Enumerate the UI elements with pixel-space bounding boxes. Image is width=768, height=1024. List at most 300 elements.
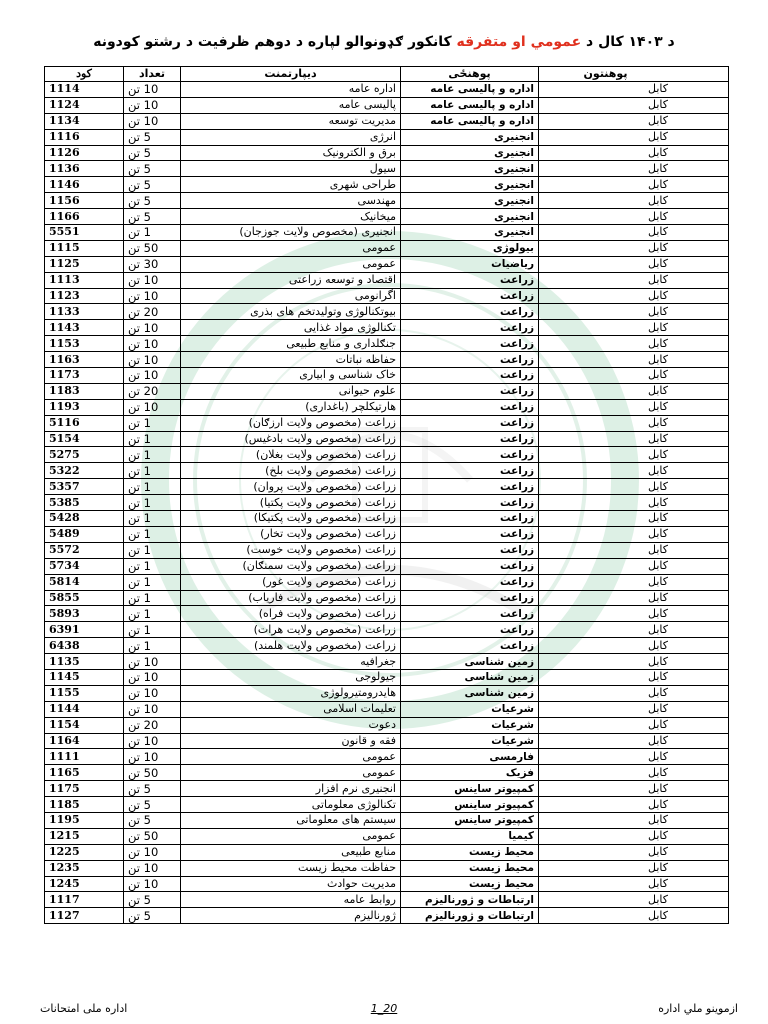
cell-department: زراعت (مخصوص ولایت فاریاب) — [181, 590, 401, 606]
cell-university: کابل — [539, 511, 729, 527]
cell-faculty: محیط زیست — [401, 876, 539, 892]
cell-code: 1165 — [45, 765, 124, 781]
cell-count: 1 تن — [124, 526, 181, 542]
cell-faculty: زراعت — [401, 383, 539, 399]
cell-university: کابل — [539, 240, 729, 256]
cell-code: 1145 — [45, 669, 124, 685]
cell-department: حفاظت محیط زیست — [181, 860, 401, 876]
cell-department: جنګلداری و منابع طبیعی — [181, 336, 401, 352]
cell-count: 20 تن — [124, 383, 181, 399]
cell-count: 20 تن — [124, 304, 181, 320]
cell-code: 1144 — [45, 701, 124, 717]
cell-count: 1 تن — [124, 558, 181, 574]
cell-department: تعلیمات اسلامی — [181, 701, 401, 717]
cell-department: زراعت (مخصوص ولایت تخار) — [181, 526, 401, 542]
cell-department: عمومی — [181, 240, 401, 256]
cell-university: کابل — [539, 272, 729, 288]
table-row — [45, 256, 729, 272]
table-row — [45, 383, 729, 399]
table-row — [45, 622, 729, 638]
cell-department: جیولوجی — [181, 669, 401, 685]
cell-code: 1155 — [45, 685, 124, 701]
cell-code: 1153 — [45, 336, 124, 352]
cell-university: کابل — [539, 352, 729, 368]
cell-faculty: زراعت — [401, 431, 539, 447]
table-row — [45, 526, 729, 542]
cell-faculty: کمپیوتر ساینس — [401, 781, 539, 797]
cell-code: 5322 — [45, 463, 124, 479]
cell-count: 5 تن — [124, 145, 181, 161]
cell-department: تکنالوژی مواد غذایی — [181, 320, 401, 336]
cell-code: 1116 — [45, 129, 124, 145]
table-row — [45, 431, 729, 447]
cell-count: 1 تن — [124, 638, 181, 654]
cell-faculty: شرعیات — [401, 733, 539, 749]
table-row — [45, 161, 729, 177]
table-row — [45, 892, 729, 908]
cell-code: 1117 — [45, 892, 124, 908]
cell-faculty: انجنیری — [401, 193, 539, 209]
cell-code: 1111 — [45, 749, 124, 765]
cell-university: کابل — [539, 177, 729, 193]
cell-university: کابل — [539, 701, 729, 717]
cell-faculty: کمپیوتر ساینس — [401, 797, 539, 813]
cell-count: 1 تن — [124, 447, 181, 463]
cell-university: کابل — [539, 860, 729, 876]
page-title: د ۱۴۰۳ کال د عمومي او متفرقه کانکور ګډونوالو لپاره د دوهم ظرفیت د رشتو کودونه — [93, 34, 675, 50]
cell-department: اقتصاد و توسعه زراعتی — [181, 272, 401, 288]
cell-code: 1154 — [45, 717, 124, 733]
cell-faculty: ریاضیات — [401, 256, 539, 272]
cell-code: 5275 — [45, 447, 124, 463]
table-row — [45, 590, 729, 606]
table-row — [45, 844, 729, 860]
cell-department: هایدرومتیرولوژی — [181, 685, 401, 701]
cell-count: 10 تن — [124, 669, 181, 685]
cell-faculty: زراعت — [401, 479, 539, 495]
header-department: دیپارتمنت — [181, 67, 401, 82]
cell-code: 1127 — [45, 908, 124, 924]
table-row — [45, 82, 729, 98]
cell-faculty: زراعت — [401, 574, 539, 590]
cell-count: 5 تن — [124, 129, 181, 145]
cell-department: انجنیری نرم افزار — [181, 781, 401, 797]
cell-university: کابل — [539, 606, 729, 622]
cell-count: 5 تن — [124, 892, 181, 908]
cell-faculty: بیولوژی — [401, 240, 539, 256]
cell-faculty: محیط زیست — [401, 860, 539, 876]
cell-university: کابل — [539, 812, 729, 828]
table-row — [45, 749, 729, 765]
cell-count: 5 تن — [124, 209, 181, 225]
cell-count: 10 تن — [124, 97, 181, 113]
cell-code: 1113 — [45, 272, 124, 288]
cell-department: علوم حیوانی — [181, 383, 401, 399]
table-row — [45, 463, 729, 479]
cell-code: 1136 — [45, 161, 124, 177]
cell-code: 5385 — [45, 495, 124, 511]
cell-code: 1175 — [45, 781, 124, 797]
header-faculty: پوهنځی — [401, 67, 539, 82]
cell-university: کابل — [539, 892, 729, 908]
cell-university: کابل — [539, 685, 729, 701]
cell-code: 5572 — [45, 542, 124, 558]
cell-faculty: شرعیات — [401, 701, 539, 717]
cell-faculty: انجنیری — [401, 145, 539, 161]
cell-count: 10 تن — [124, 272, 181, 288]
cell-university: کابل — [539, 209, 729, 225]
cell-university: کابل — [539, 765, 729, 781]
cell-code: 5116 — [45, 415, 124, 431]
cell-code: 5893 — [45, 606, 124, 622]
cell-code: 5551 — [45, 225, 124, 241]
cell-university: کابل — [539, 828, 729, 844]
cell-count: 10 تن — [124, 113, 181, 129]
cell-count: 5 تن — [124, 177, 181, 193]
cell-code: 1195 — [45, 812, 124, 828]
cell-university: کابل — [539, 876, 729, 892]
cell-count: 10 تن — [124, 701, 181, 717]
page-number: 1_20 — [370, 1002, 398, 1015]
cell-code: 1126 — [45, 145, 124, 161]
cell-count: 10 تن — [124, 352, 181, 368]
table-row — [45, 288, 729, 304]
cell-faculty: زراعت — [401, 320, 539, 336]
cell-count: 1 تن — [124, 415, 181, 431]
cell-code: 1166 — [45, 209, 124, 225]
table-row — [45, 860, 729, 876]
cell-university: کابل — [539, 558, 729, 574]
cell-code: 1245 — [45, 876, 124, 892]
cell-code: 5814 — [45, 574, 124, 590]
footer-right-text: ازموینو ملي اداره — [658, 1002, 738, 1015]
cell-count: 10 تن — [124, 288, 181, 304]
cell-faculty: زراعت — [401, 288, 539, 304]
cell-count: 1 تن — [124, 463, 181, 479]
cell-code: 1183 — [45, 383, 124, 399]
cell-faculty: زراعت — [401, 304, 539, 320]
cell-code: 1123 — [45, 288, 124, 304]
cell-count: 10 تن — [124, 399, 181, 415]
cell-count: 20 تن — [124, 717, 181, 733]
cell-department: ژورنالیزم — [181, 908, 401, 924]
cell-university: کابل — [539, 590, 729, 606]
cell-count: 1 تن — [124, 225, 181, 241]
cell-faculty: زراعت — [401, 526, 539, 542]
table-row — [45, 368, 729, 384]
cell-count: 5 تن — [124, 161, 181, 177]
table-row — [45, 352, 729, 368]
cell-count: 10 تن — [124, 860, 181, 876]
cell-university: کابل — [539, 495, 729, 511]
cell-department: انرژی — [181, 129, 401, 145]
cell-code: 1135 — [45, 654, 124, 670]
cell-university: کابل — [539, 336, 729, 352]
cell-department: مدیریت توسعه — [181, 113, 401, 129]
cell-university: کابل — [539, 82, 729, 98]
cell-count: 10 تن — [124, 685, 181, 701]
cell-faculty: اداره و پالیسی عامه — [401, 113, 539, 129]
cell-code: 1235 — [45, 860, 124, 876]
cell-count: 50 تن — [124, 240, 181, 256]
table-row — [45, 765, 729, 781]
cell-count: 5 تن — [124, 812, 181, 828]
cell-faculty: فارمسی — [401, 749, 539, 765]
cell-university: کابل — [539, 415, 729, 431]
cell-university: کابل — [539, 749, 729, 765]
cell-faculty: زراعت — [401, 415, 539, 431]
table-row — [45, 558, 729, 574]
cell-faculty: انجنیری — [401, 129, 539, 145]
cell-faculty: زراعت — [401, 447, 539, 463]
table-header-row — [45, 67, 729, 82]
table-row — [45, 399, 729, 415]
page-footer — [0, 1002, 768, 1018]
cell-code: 1164 — [45, 733, 124, 749]
cell-university: کابل — [539, 145, 729, 161]
table-row — [45, 511, 729, 527]
cell-count: 10 تن — [124, 844, 181, 860]
table-row — [45, 606, 729, 622]
cell-department: عمومی — [181, 749, 401, 765]
cell-department: زراعت (مخصوص ولایت غور) — [181, 574, 401, 590]
cell-count: 10 تن — [124, 749, 181, 765]
cell-code: 5428 — [45, 511, 124, 527]
cell-department: زراعت (مخصوص ولایت بغلان) — [181, 447, 401, 463]
cell-department: روابط عامه — [181, 892, 401, 908]
cell-university: کابل — [539, 463, 729, 479]
cell-count: 10 تن — [124, 82, 181, 98]
cell-university: کابل — [539, 320, 729, 336]
cell-university: کابل — [539, 781, 729, 797]
cell-department: زراعت (مخصوص ولایت ارزګان) — [181, 415, 401, 431]
table-row — [45, 574, 729, 590]
cell-count: 1 تن — [124, 590, 181, 606]
table-row — [45, 113, 729, 129]
cell-count: 1 تن — [124, 542, 181, 558]
table-row — [45, 812, 729, 828]
cell-faculty: اداره و پالیسی عامه — [401, 97, 539, 113]
cell-faculty: زمین شناسی — [401, 669, 539, 685]
cell-faculty: زمین شناسی — [401, 654, 539, 670]
cell-faculty: زراعت — [401, 352, 539, 368]
cell-university: کابل — [539, 574, 729, 590]
cell-department: جغرافیه — [181, 654, 401, 670]
cell-count: 1 تن — [124, 622, 181, 638]
cell-faculty: زراعت — [401, 622, 539, 638]
cell-university: کابل — [539, 97, 729, 113]
cell-count: 1 تن — [124, 574, 181, 590]
cell-department: زراعت (مخصوص ولایت سمنګان) — [181, 558, 401, 574]
cell-department: زراعت (مخصوص ولایت فراه) — [181, 606, 401, 622]
cell-department: عمومی — [181, 828, 401, 844]
cell-count: 50 تن — [124, 828, 181, 844]
cell-code: 1173 — [45, 368, 124, 384]
cell-university: کابل — [539, 654, 729, 670]
cell-faculty: شرعیات — [401, 717, 539, 733]
cell-code: 1115 — [45, 240, 124, 256]
table-row — [45, 669, 729, 685]
table-row — [45, 209, 729, 225]
cell-department: زراعت (مخصوص ولایت پکتیا) — [181, 495, 401, 511]
cell-department: فقه و قانون — [181, 733, 401, 749]
table-row — [45, 177, 729, 193]
cell-faculty: ارتباطات و ژورنالیزم — [401, 892, 539, 908]
cell-code: 5734 — [45, 558, 124, 574]
cell-university: کابل — [539, 193, 729, 209]
header-count: تعداد — [124, 67, 181, 82]
table-row — [45, 225, 729, 241]
table-row — [45, 638, 729, 654]
cell-department: سیول — [181, 161, 401, 177]
cell-faculty: زراعت — [401, 399, 539, 415]
cell-code: 1225 — [45, 844, 124, 860]
table-row — [45, 304, 729, 320]
cell-count: 5 تن — [124, 797, 181, 813]
cell-department: زراعت (مخصوص ولایت هرات) — [181, 622, 401, 638]
cell-faculty: انجنیری — [401, 225, 539, 241]
cell-university: کابل — [539, 733, 729, 749]
cell-department: عمومی — [181, 765, 401, 781]
table-row — [45, 908, 729, 924]
cell-faculty: زراعت — [401, 463, 539, 479]
table-row — [45, 876, 729, 892]
cell-university: کابل — [539, 368, 729, 384]
cell-university: کابل — [539, 431, 729, 447]
cell-count: 10 تن — [124, 368, 181, 384]
cell-faculty: زراعت — [401, 590, 539, 606]
cell-department: عمومی — [181, 256, 401, 272]
cell-count: 10 تن — [124, 320, 181, 336]
cell-count: 30 تن — [124, 256, 181, 272]
cell-department: مهندسی — [181, 193, 401, 209]
cell-department: اداره عامه — [181, 82, 401, 98]
table-row — [45, 701, 729, 717]
cell-department: اگرانومی — [181, 288, 401, 304]
table-row — [45, 193, 729, 209]
cell-faculty: زراعت — [401, 336, 539, 352]
cell-university: کابل — [539, 526, 729, 542]
cell-department: تکنالوژی معلوماتی — [181, 797, 401, 813]
cell-university: کابل — [539, 479, 729, 495]
cell-department: طراحی شهری — [181, 177, 401, 193]
cell-count: 1 تن — [124, 511, 181, 527]
cell-code: 6438 — [45, 638, 124, 654]
cell-count: 5 تن — [124, 193, 181, 209]
cell-faculty: انجنیری — [401, 177, 539, 193]
cell-code: 1146 — [45, 177, 124, 193]
cell-code: 6391 — [45, 622, 124, 638]
table-row — [45, 336, 729, 352]
cell-code: 1125 — [45, 256, 124, 272]
cell-university: کابل — [539, 844, 729, 860]
table-row — [45, 272, 729, 288]
title-highlight: عمومي او متفرقه — [456, 34, 582, 50]
cell-count: 1 تن — [124, 606, 181, 622]
cell-faculty: فزیک — [401, 765, 539, 781]
footer-left-text: اداره ملی امتحانات — [40, 1002, 128, 1015]
cell-faculty: زراعت — [401, 638, 539, 654]
cell-count: 5 تن — [124, 781, 181, 797]
cell-department: زراعت (مخصوص ولایت بلخ) — [181, 463, 401, 479]
cell-faculty: زراعت — [401, 558, 539, 574]
cell-faculty: ارتباطات و ژورنالیزم — [401, 908, 539, 924]
cell-university: کابل — [539, 256, 729, 272]
table-row — [45, 542, 729, 558]
header-code: کود — [45, 67, 124, 82]
cell-faculty: زراعت — [401, 606, 539, 622]
cell-department: سیستم های معلوماتی — [181, 812, 401, 828]
cell-faculty: زراعت — [401, 495, 539, 511]
cell-code: 1193 — [45, 399, 124, 415]
cell-department: هارتیکلچر (باغداری) — [181, 399, 401, 415]
cell-faculty: زراعت — [401, 511, 539, 527]
cell-department: زراعت (مخصوص ولایت بادغیس) — [181, 431, 401, 447]
cell-university: کابل — [539, 225, 729, 241]
table-row — [45, 797, 729, 813]
cell-department: برق و الکترونیک — [181, 145, 401, 161]
cell-code: 1163 — [45, 352, 124, 368]
cell-university: کابل — [539, 288, 729, 304]
table-row — [45, 447, 729, 463]
cell-department: پالیسی عامه — [181, 97, 401, 113]
table-row — [45, 145, 729, 161]
header-university: پوهنتون — [539, 67, 729, 82]
cell-university: کابل — [539, 161, 729, 177]
cell-code: 5357 — [45, 479, 124, 495]
cell-faculty: کمپیوتر ساینس — [401, 812, 539, 828]
cell-count: 1 تن — [124, 431, 181, 447]
cell-university: کابل — [539, 383, 729, 399]
cell-university: کابل — [539, 797, 729, 813]
cell-code: 1114 — [45, 82, 124, 98]
cell-faculty: انجنیری — [401, 161, 539, 177]
cell-count: 10 تن — [124, 654, 181, 670]
cell-count: 10 تن — [124, 733, 181, 749]
capacity-codes-table — [44, 66, 729, 924]
cell-code: 1143 — [45, 320, 124, 336]
cell-department: خاک شناسی و ابیاری — [181, 368, 401, 384]
cell-faculty: زراعت — [401, 272, 539, 288]
cell-faculty: انجنیری — [401, 209, 539, 225]
cell-faculty: زراعت — [401, 542, 539, 558]
cell-department: زراعت (مخصوص ولایت پروان) — [181, 479, 401, 495]
cell-department: زراعت (مخصوص ولایت خوست) — [181, 542, 401, 558]
cell-department: حفاظه نباتات — [181, 352, 401, 368]
table-row — [45, 240, 729, 256]
cell-university: کابل — [539, 304, 729, 320]
cell-university: کابل — [539, 622, 729, 638]
cell-code: 5855 — [45, 590, 124, 606]
cell-department: بیوتکنالوژی وتولیدتخم های بذری — [181, 304, 401, 320]
cell-faculty: زمین شناسی — [401, 685, 539, 701]
cell-university: کابل — [539, 113, 729, 129]
cell-university: کابل — [539, 542, 729, 558]
table-row — [45, 479, 729, 495]
cell-university: کابل — [539, 129, 729, 145]
cell-faculty: زراعت — [401, 368, 539, 384]
cell-code: 1124 — [45, 97, 124, 113]
cell-department: مدیریت حوادث — [181, 876, 401, 892]
cell-university: کابل — [539, 717, 729, 733]
cell-faculty: کیمیا — [401, 828, 539, 844]
cell-count: 10 تن — [124, 876, 181, 892]
cell-department: دعوت — [181, 717, 401, 733]
cell-department: زراعت (مخصوص ولایت پکتیکا) — [181, 511, 401, 527]
table-row — [45, 654, 729, 670]
cell-faculty: محیط زیست — [401, 844, 539, 860]
cell-department: زراعت (مخصوص ولایت هلمند) — [181, 638, 401, 654]
